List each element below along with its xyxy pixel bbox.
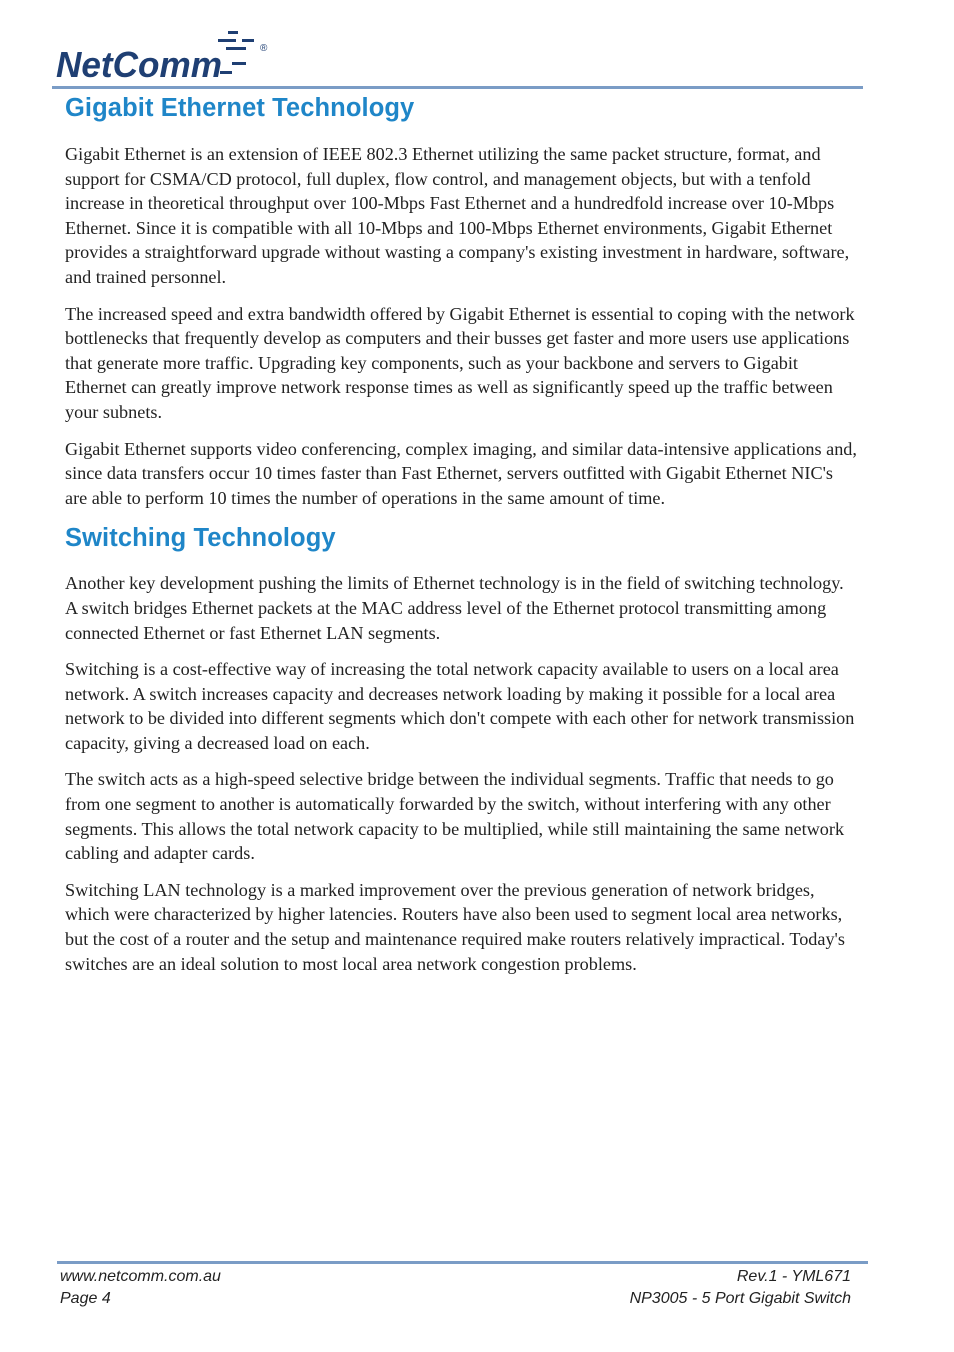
netcomm-logo-graphic	[52, 28, 276, 84]
paragraph: Switching LAN technology is a marked improvement over the previous generation of network bridges, which were characterized by higher latencies. Routers have also been used to segment local area networks, but the cost of a router and the setup and maintenance required make routers relatively impractical. Today's switches are an ideal solution to most local area network congestion problems.	[65, 879, 845, 974]
footer-website: www.netcomm.com.au	[60, 1268, 221, 1285]
paragraph: The increased speed and extra bandwidth offered by Gigabit Ethernet is essential to coping with the network bottlenecks that frequently develop as computers and their busses get faster and more users use applications that generate more traffic. Upgrading key components, such as your backbone and servers to Gigabit Ethernet can greatly improve network response times as well as significantly speed up the traffic between your subnets.	[65, 303, 855, 422]
main-content	[65, 90, 857, 988]
footer-rule	[57, 1261, 868, 1264]
svg-text:®: ®	[260, 43, 268, 54]
svg-text:NetComm: NetComm	[56, 44, 222, 84]
paragraph: The switch acts as a high-speed selective bridge between the individual segments. Traffic that needs to go from one segment to another is automatically forwarded by the switch, without interfering with any other segments. This allows the total network capacity to be multiplied, while still maintaining the same network cabling and adapter cards.	[65, 769, 845, 864]
paragraph: Another key development pushing the limits of Ethernet technology is in the field of switching technology. A switch bridges Ethernet packets at the MAC address level of the Ethernet protocol transmitting among connected Ethernet or fast Ethernet LAN segments.	[65, 573, 844, 643]
paragraph: Gigabit Ethernet supports video conferencing, complex imaging, and similar data-intensive applications and, since data transfers occur 10 times faster than Fast Ethernet, servers outfitted with Gigabit Ethernet NIC's are able to perform 10 times the number of operations in the same amount of time.	[65, 438, 857, 508]
header-rule	[52, 86, 863, 89]
footer-product: NP3005 - 5 Port Gigabit Switch	[629, 1290, 851, 1307]
paragraph: Gigabit Ethernet is an extension of IEEE 802.3 Ethernet utilizing the same packet structure, format, and support for CSMA/CD protocol, full duplex, flow control, and management objects, but with a tenfold increase in theoretical throughput over 100-Mbps Fast Ethernet and a hundredfold increase over 10-Mbps Ethernet. Since it is compatible with all 10-Mbps and 100-Mbps Ethernet environments, Gigabit Ethernet provides a straightforward upgrade without wasting a company's existing investment in hardware, software, and trained personnel.	[65, 144, 850, 287]
netcomm-logo	[52, 28, 276, 84]
footer-revision: Rev.1 - YML671	[736, 1268, 851, 1285]
paragraph: Switching is a cost-effective way of increasing the total network capacity available to users on a local area network. A switch increases capacity and decreases network loading by making it possible for a local area network to be divided into different segments which don't compete with each other for network transmission capacity, giving a decreased load on each.	[65, 659, 855, 753]
section-heading-gigabit: Gigabit Ethernet Technology	[65, 94, 415, 122]
footer-page-number: Page 4	[60, 1290, 111, 1307]
section-heading-switching: Switching Technology	[65, 524, 336, 553]
